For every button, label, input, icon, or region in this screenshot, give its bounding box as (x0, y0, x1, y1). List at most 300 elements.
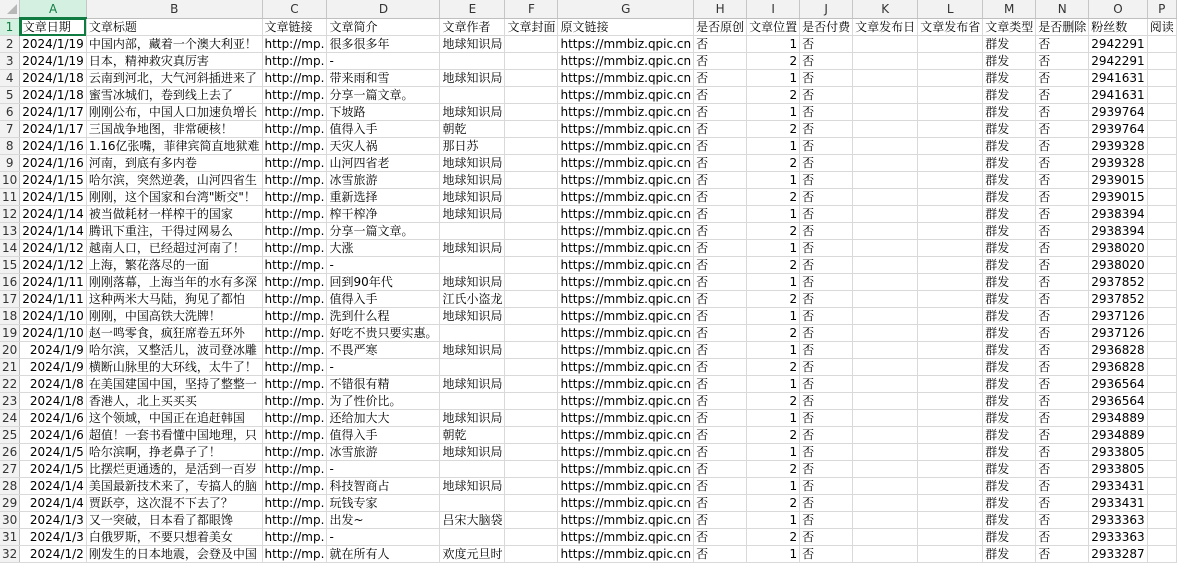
cell-k21[interactable] (853, 359, 918, 376)
cell-c12[interactable]: http://mp. (262, 206, 327, 223)
cell-a3[interactable]: 2024/1/19 (20, 53, 87, 70)
cell-p18[interactable] (1147, 308, 1176, 325)
cell-a12[interactable]: 2024/1/14 (20, 206, 87, 223)
cell-p26[interactable] (1147, 444, 1176, 461)
cell-p27[interactable] (1147, 461, 1176, 478)
cell-a7[interactable]: 2024/1/17 (20, 121, 87, 138)
cell-h27[interactable]: 否 (694, 461, 747, 478)
cell-o22[interactable]: 2936564 (1089, 376, 1147, 393)
cell-m12[interactable]: 群发 (983, 206, 1036, 223)
cell-f20[interactable] (505, 342, 558, 359)
cell-o5[interactable]: 2941631 (1089, 87, 1147, 104)
cell-c10[interactable]: http://mp. (262, 172, 327, 189)
cell-i4[interactable]: 1 (747, 70, 800, 87)
cell-n8[interactable]: 否 (1036, 138, 1089, 155)
cell-k27[interactable] (853, 461, 918, 478)
cell-a15[interactable]: 2024/1/12 (20, 257, 87, 274)
cell-j27[interactable]: 否 (800, 461, 853, 478)
row-number[interactable]: 32 (0, 546, 20, 563)
row-number[interactable]: 27 (0, 461, 20, 478)
cell-n19[interactable]: 否 (1036, 325, 1089, 342)
cell-p17[interactable] (1147, 291, 1176, 308)
cell-l16[interactable] (918, 274, 983, 291)
cell-j8[interactable]: 否 (800, 138, 853, 155)
column-header-h[interactable]: H (694, 0, 747, 18)
cell-m18[interactable]: 群发 (983, 308, 1036, 325)
cell-b20[interactable]: 哈尔滨，又整活儿，波司登冰雕 (86, 342, 262, 359)
cell-h1[interactable]: 是否原创 (694, 18, 747, 36)
cell-i2[interactable]: 1 (747, 36, 800, 53)
cell-g7[interactable]: https://mmbiz.qpic.cn (558, 121, 694, 138)
cell-j16[interactable]: 否 (800, 274, 853, 291)
cell-n4[interactable]: 否 (1036, 70, 1089, 87)
cell-e14[interactable]: 地球知识局 (440, 240, 505, 257)
cell-b18[interactable]: 刚刚，中国高铁大洗牌！ (86, 308, 262, 325)
cell-o20[interactable]: 2936828 (1089, 342, 1147, 359)
cell-h4[interactable]: 否 (694, 70, 747, 87)
cell-i17[interactable]: 2 (747, 291, 800, 308)
cell-l10[interactable] (918, 172, 983, 189)
cell-p30[interactable] (1147, 512, 1176, 529)
cell-n13[interactable]: 否 (1036, 223, 1089, 240)
row-number[interactable]: 26 (0, 444, 20, 461)
cell-e22[interactable]: 地球知识局 (440, 376, 505, 393)
cell-n21[interactable]: 否 (1036, 359, 1089, 376)
cell-a13[interactable]: 2024/1/14 (20, 223, 87, 240)
cell-c30[interactable]: http://mp. (262, 512, 327, 529)
cell-l30[interactable] (918, 512, 983, 529)
cell-h31[interactable]: 否 (694, 529, 747, 546)
cell-f6[interactable] (505, 104, 558, 121)
cell-g20[interactable]: https://mmbiz.qpic.cn (558, 342, 694, 359)
cell-o28[interactable]: 2933431 (1089, 478, 1147, 495)
cell-f27[interactable] (505, 461, 558, 478)
cell-e6[interactable]: 地球知识局 (440, 104, 505, 121)
cell-e16[interactable]: 地球知识局 (440, 274, 505, 291)
column-header-k[interactable]: K (853, 0, 918, 18)
cell-a30[interactable]: 2024/1/3 (20, 512, 87, 529)
cell-f32[interactable] (505, 546, 558, 563)
cell-d14[interactable]: 大涨 (327, 240, 440, 257)
cell-c31[interactable]: http://mp. (262, 529, 327, 546)
cell-j2[interactable]: 否 (800, 36, 853, 53)
cell-l32[interactable] (918, 546, 983, 563)
cell-c17[interactable]: http://mp. (262, 291, 327, 308)
cell-d5[interactable]: 分享一篇文章。 (327, 87, 440, 104)
cell-f29[interactable] (505, 495, 558, 512)
cell-o7[interactable]: 2939764 (1089, 121, 1147, 138)
cell-k5[interactable] (853, 87, 918, 104)
cell-j25[interactable]: 否 (800, 427, 853, 444)
cell-b16[interactable]: 刚刚落幕，上海当年的水有多深 (86, 274, 262, 291)
cell-j1[interactable]: 是否付费 (800, 18, 853, 36)
cell-m28[interactable]: 群发 (983, 478, 1036, 495)
cell-g17[interactable]: https://mmbiz.qpic.cn (558, 291, 694, 308)
cell-b28[interactable]: 美国最新技术来了，专搞人的脑 (86, 478, 262, 495)
cell-k20[interactable] (853, 342, 918, 359)
cell-b31[interactable]: 白俄罗斯，不要只想着美女 (86, 529, 262, 546)
row-number[interactable]: 8 (0, 138, 20, 155)
cell-e11[interactable]: 地球知识局 (440, 189, 505, 206)
cell-l29[interactable] (918, 495, 983, 512)
cell-e28[interactable]: 地球知识局 (440, 478, 505, 495)
column-header-j[interactable]: J (800, 0, 853, 18)
cell-p14[interactable] (1147, 240, 1176, 257)
cell-g13[interactable]: https://mmbiz.qpic.cn (558, 223, 694, 240)
cell-h21[interactable]: 否 (694, 359, 747, 376)
cell-a22[interactable]: 2024/1/8 (20, 376, 87, 393)
column-header-i[interactable]: I (747, 0, 800, 18)
cell-g6[interactable]: https://mmbiz.qpic.cn (558, 104, 694, 121)
cell-g10[interactable]: https://mmbiz.qpic.cn (558, 172, 694, 189)
cell-d19[interactable]: 好吃不贵只要实惠。 (327, 325, 440, 342)
cell-c14[interactable]: http://mp. (262, 240, 327, 257)
column-header-d[interactable]: D (327, 0, 440, 18)
cell-p10[interactable] (1147, 172, 1176, 189)
cell-n10[interactable]: 否 (1036, 172, 1089, 189)
cell-d6[interactable]: 下坡路 (327, 104, 440, 121)
cell-i29[interactable]: 2 (747, 495, 800, 512)
cell-h14[interactable]: 否 (694, 240, 747, 257)
cell-b13[interactable]: 腾讯下重注，干得过网易么 (86, 223, 262, 240)
cell-o18[interactable]: 2937126 (1089, 308, 1147, 325)
row-number[interactable]: 7 (0, 121, 20, 138)
cell-p5[interactable] (1147, 87, 1176, 104)
cell-d12[interactable]: 榨干榨净 (327, 206, 440, 223)
row-number[interactable]: 21 (0, 359, 20, 376)
cell-f10[interactable] (505, 172, 558, 189)
cell-i16[interactable]: 1 (747, 274, 800, 291)
cell-m15[interactable]: 群发 (983, 257, 1036, 274)
cell-m2[interactable]: 群发 (983, 36, 1036, 53)
cell-j26[interactable]: 否 (800, 444, 853, 461)
cell-j5[interactable]: 否 (800, 87, 853, 104)
cell-a19[interactable]: 2024/1/10 (20, 325, 87, 342)
cell-b4[interactable]: 云南到河北，大气河斜插进来了 (86, 70, 262, 87)
cell-a6[interactable]: 2024/1/17 (20, 104, 87, 121)
cell-f21[interactable] (505, 359, 558, 376)
cell-h20[interactable]: 否 (694, 342, 747, 359)
cell-l28[interactable] (918, 478, 983, 495)
cell-b22[interactable]: 在美国建国中国，坚持了整整一 (86, 376, 262, 393)
cell-m6[interactable]: 群发 (983, 104, 1036, 121)
cell-i22[interactable]: 1 (747, 376, 800, 393)
cell-n3[interactable]: 否 (1036, 53, 1089, 70)
cell-i10[interactable]: 1 (747, 172, 800, 189)
cell-b21[interactable]: 横断山脉里的大环线，太牛了！ (86, 359, 262, 376)
cell-f25[interactable] (505, 427, 558, 444)
cell-o23[interactable]: 2936564 (1089, 393, 1147, 410)
cell-h15[interactable]: 否 (694, 257, 747, 274)
cell-i30[interactable]: 1 (747, 512, 800, 529)
cell-b8[interactable]: 1.16亿张嘴，菲律宾简直地狱难 (86, 138, 262, 155)
row-number[interactable]: 31 (0, 529, 20, 546)
cell-e12[interactable]: 地球知识局 (440, 206, 505, 223)
cell-b25[interactable]: 超值！一套书看懂中国地理，只 (86, 427, 262, 444)
cell-d8[interactable]: 天灾人祸 (327, 138, 440, 155)
cell-e4[interactable]: 地球知识局 (440, 70, 505, 87)
cell-c22[interactable]: http://mp. (262, 376, 327, 393)
cell-p16[interactable] (1147, 274, 1176, 291)
cell-b29[interactable]: 贾跃亭，这次混不下去了？ (86, 495, 262, 512)
cell-f19[interactable] (505, 325, 558, 342)
cell-l3[interactable] (918, 53, 983, 70)
cell-a24[interactable]: 2024/1/6 (20, 410, 87, 427)
row-number[interactable]: 11 (0, 189, 20, 206)
cell-c3[interactable]: http://mp. (262, 53, 327, 70)
cell-f26[interactable] (505, 444, 558, 461)
cell-j24[interactable]: 否 (800, 410, 853, 427)
cell-l8[interactable] (918, 138, 983, 155)
cell-l14[interactable] (918, 240, 983, 257)
cell-n11[interactable]: 否 (1036, 189, 1089, 206)
cell-n27[interactable]: 否 (1036, 461, 1089, 478)
cell-l31[interactable] (918, 529, 983, 546)
cell-c26[interactable]: http://mp. (262, 444, 327, 461)
cell-m26[interactable]: 群发 (983, 444, 1036, 461)
cell-b3[interactable]: 日本，精神救灾真厉害 (86, 53, 262, 70)
cell-d29[interactable]: 玩钱专家 (327, 495, 440, 512)
cell-n1[interactable]: 是否删除 (1036, 18, 1089, 36)
cell-n32[interactable]: 否 (1036, 546, 1089, 563)
cell-h32[interactable]: 否 (694, 546, 747, 563)
cell-m13[interactable]: 群发 (983, 223, 1036, 240)
cell-k30[interactable] (853, 512, 918, 529)
cell-f4[interactable] (505, 70, 558, 87)
cell-c7[interactable]: http://mp. (262, 121, 327, 138)
cell-g21[interactable]: https://mmbiz.qpic.cn (558, 359, 694, 376)
cell-j30[interactable]: 否 (800, 512, 853, 529)
cell-o13[interactable]: 2938394 (1089, 223, 1147, 240)
row-number[interactable]: 15 (0, 257, 20, 274)
cell-o6[interactable]: 2939764 (1089, 104, 1147, 121)
cell-i26[interactable]: 1 (747, 444, 800, 461)
cell-d4[interactable]: 带来雨和雪 (327, 70, 440, 87)
cell-p1[interactable]: 阅读 (1147, 18, 1176, 36)
cell-i23[interactable]: 2 (747, 393, 800, 410)
cell-o29[interactable]: 2933431 (1089, 495, 1147, 512)
cell-e24[interactable]: 地球知识局 (440, 410, 505, 427)
cell-j15[interactable]: 否 (800, 257, 853, 274)
column-header-o[interactable]: O (1089, 0, 1147, 18)
cell-d11[interactable]: 重新选择 (327, 189, 440, 206)
cell-a17[interactable]: 2024/1/11 (20, 291, 87, 308)
row-number[interactable]: 1 (0, 18, 20, 36)
cell-d7[interactable]: 值得入手 (327, 121, 440, 138)
cell-h29[interactable]: 否 (694, 495, 747, 512)
cell-a14[interactable]: 2024/1/12 (20, 240, 87, 257)
row-number[interactable]: 19 (0, 325, 20, 342)
cell-n28[interactable]: 否 (1036, 478, 1089, 495)
cell-n30[interactable]: 否 (1036, 512, 1089, 529)
cell-p15[interactable] (1147, 257, 1176, 274)
cell-m25[interactable]: 群发 (983, 427, 1036, 444)
cell-d3[interactable]: - (327, 53, 440, 70)
cell-l15[interactable] (918, 257, 983, 274)
cell-a10[interactable]: 2024/1/15 (20, 172, 87, 189)
cell-g2[interactable]: https://mmbiz.qpic.cn (558, 36, 694, 53)
cell-e5[interactable] (440, 87, 505, 104)
cell-m3[interactable]: 群发 (983, 53, 1036, 70)
cell-g8[interactable]: https://mmbiz.qpic.cn (558, 138, 694, 155)
cell-h6[interactable]: 否 (694, 104, 747, 121)
cell-o27[interactable]: 2933805 (1089, 461, 1147, 478)
cell-o15[interactable]: 2938020 (1089, 257, 1147, 274)
cell-f9[interactable] (505, 155, 558, 172)
cell-f18[interactable] (505, 308, 558, 325)
cell-b32[interactable]: 刚发生的日本地震，会登及中国 (86, 546, 262, 563)
cell-i28[interactable]: 1 (747, 478, 800, 495)
cell-n6[interactable]: 否 (1036, 104, 1089, 121)
cell-n26[interactable]: 否 (1036, 444, 1089, 461)
cell-o14[interactable]: 2938020 (1089, 240, 1147, 257)
cell-g23[interactable]: https://mmbiz.qpic.cn (558, 393, 694, 410)
cell-a23[interactable]: 2024/1/8 (20, 393, 87, 410)
cell-j9[interactable]: 否 (800, 155, 853, 172)
cell-p29[interactable] (1147, 495, 1176, 512)
cell-o32[interactable]: 2933287 (1089, 546, 1147, 563)
cell-h2[interactable]: 否 (694, 36, 747, 53)
cell-l9[interactable] (918, 155, 983, 172)
cell-m30[interactable]: 群发 (983, 512, 1036, 529)
cell-i20[interactable]: 1 (747, 342, 800, 359)
cell-e1[interactable]: 文章作者 (440, 18, 505, 36)
cell-h19[interactable]: 否 (694, 325, 747, 342)
cell-o8[interactable]: 2939328 (1089, 138, 1147, 155)
cell-h7[interactable]: 否 (694, 121, 747, 138)
cell-c5[interactable]: http://mp. (262, 87, 327, 104)
cell-j29[interactable]: 否 (800, 495, 853, 512)
cell-k28[interactable] (853, 478, 918, 495)
cell-f11[interactable] (505, 189, 558, 206)
cell-g25[interactable]: https://mmbiz.qpic.cn (558, 427, 694, 444)
cell-n22[interactable]: 否 (1036, 376, 1089, 393)
cell-e7[interactable]: 朝乾 (440, 121, 505, 138)
cell-j14[interactable]: 否 (800, 240, 853, 257)
cell-e9[interactable]: 地球知识局 (440, 155, 505, 172)
cell-i9[interactable]: 2 (747, 155, 800, 172)
cell-e25[interactable]: 朝乾 (440, 427, 505, 444)
row-number[interactable]: 24 (0, 410, 20, 427)
cell-e17[interactable]: 江氏小盗龙 (440, 291, 505, 308)
cell-f22[interactable] (505, 376, 558, 393)
cell-d30[interactable]: 出发~ (327, 512, 440, 529)
cell-j21[interactable]: 否 (800, 359, 853, 376)
cell-b17[interactable]: 这种两米大马陆，狗见了都怕 (86, 291, 262, 308)
cell-g9[interactable]: https://mmbiz.qpic.cn (558, 155, 694, 172)
cell-l24[interactable] (918, 410, 983, 427)
cell-m1[interactable]: 文章类型 (983, 18, 1036, 36)
cell-h17[interactable]: 否 (694, 291, 747, 308)
cell-b15[interactable]: 上海，繁花落尽的一面 (86, 257, 262, 274)
cell-n20[interactable]: 否 (1036, 342, 1089, 359)
cell-k32[interactable] (853, 546, 918, 563)
row-number[interactable]: 20 (0, 342, 20, 359)
cell-i3[interactable]: 2 (747, 53, 800, 70)
cell-e3[interactable] (440, 53, 505, 70)
cell-i8[interactable]: 1 (747, 138, 800, 155)
cell-f1[interactable]: 文章封面 (505, 18, 558, 36)
cell-c1[interactable]: 文章链接 (262, 18, 327, 36)
cell-k18[interactable] (853, 308, 918, 325)
cell-m24[interactable]: 群发 (983, 410, 1036, 427)
cell-b19[interactable]: 赵一鸣零食，疯狂席卷五环外 (86, 325, 262, 342)
cell-f3[interactable] (505, 53, 558, 70)
cell-d17[interactable]: 值得入手 (327, 291, 440, 308)
row-number[interactable]: 28 (0, 478, 20, 495)
cell-d16[interactable]: 回到90年代 (327, 274, 440, 291)
cell-i13[interactable]: 2 (747, 223, 800, 240)
cell-l7[interactable] (918, 121, 983, 138)
cell-p21[interactable] (1147, 359, 1176, 376)
cell-b5[interactable]: 蜜雪冰城们，卷到线上去了 (86, 87, 262, 104)
cell-m31[interactable]: 群发 (983, 529, 1036, 546)
cell-e26[interactable]: 地球知识局 (440, 444, 505, 461)
cell-a5[interactable]: 2024/1/18 (20, 87, 87, 104)
cell-h9[interactable]: 否 (694, 155, 747, 172)
cell-e21[interactable] (440, 359, 505, 376)
cell-a27[interactable]: 2024/1/5 (20, 461, 87, 478)
cell-k1[interactable]: 文章发布日 (853, 18, 918, 36)
cell-f5[interactable] (505, 87, 558, 104)
cell-a2[interactable]: 2024/1/19 (20, 36, 87, 53)
cell-n15[interactable]: 否 (1036, 257, 1089, 274)
cell-o26[interactable]: 2933805 (1089, 444, 1147, 461)
cell-m8[interactable]: 群发 (983, 138, 1036, 155)
cell-g30[interactable]: https://mmbiz.qpic.cn (558, 512, 694, 529)
cell-l4[interactable] (918, 70, 983, 87)
cell-m16[interactable]: 群发 (983, 274, 1036, 291)
cell-a21[interactable]: 2024/1/9 (20, 359, 87, 376)
cell-b1[interactable]: 文章标题 (86, 18, 262, 36)
cell-c19[interactable]: http://mp. (262, 325, 327, 342)
cell-d18[interactable]: 洗到什么程 (327, 308, 440, 325)
cell-e2[interactable]: 地球知识局 (440, 36, 505, 53)
row-number[interactable]: 25 (0, 427, 20, 444)
cell-g15[interactable]: https://mmbiz.qpic.cn (558, 257, 694, 274)
cell-k22[interactable] (853, 376, 918, 393)
cell-g3[interactable]: https://mmbiz.qpic.cn (558, 53, 694, 70)
cell-k8[interactable] (853, 138, 918, 155)
cell-p22[interactable] (1147, 376, 1176, 393)
cell-o10[interactable]: 2939015 (1089, 172, 1147, 189)
cell-d20[interactable]: 不畏严寒 (327, 342, 440, 359)
cell-d32[interactable]: 就在所有人 (327, 546, 440, 563)
cell-p19[interactable] (1147, 325, 1176, 342)
cell-j4[interactable]: 否 (800, 70, 853, 87)
cell-k11[interactable] (853, 189, 918, 206)
cell-p9[interactable] (1147, 155, 1176, 172)
cell-d1[interactable]: 文章简介 (327, 18, 440, 36)
cell-j10[interactable]: 否 (800, 172, 853, 189)
cell-d24[interactable]: 还给加大大 (327, 410, 440, 427)
cell-k15[interactable] (853, 257, 918, 274)
cell-i7[interactable]: 2 (747, 121, 800, 138)
cell-k31[interactable] (853, 529, 918, 546)
cell-b6[interactable]: 刚刚公布，中国人口加速负增长 (86, 104, 262, 121)
cell-i24[interactable]: 1 (747, 410, 800, 427)
cell-c6[interactable]: http://mp. (262, 104, 327, 121)
cell-c16[interactable]: http://mp. (262, 274, 327, 291)
cell-o19[interactable]: 2937126 (1089, 325, 1147, 342)
cell-k24[interactable] (853, 410, 918, 427)
cell-h30[interactable]: 否 (694, 512, 747, 529)
cell-a9[interactable]: 2024/1/16 (20, 155, 87, 172)
cell-g4[interactable]: https://mmbiz.qpic.cn (558, 70, 694, 87)
cell-d23[interactable]: 为了性价比。 (327, 393, 440, 410)
cell-d2[interactable]: 很多很多年 (327, 36, 440, 53)
column-header-c[interactable]: C (262, 0, 327, 18)
